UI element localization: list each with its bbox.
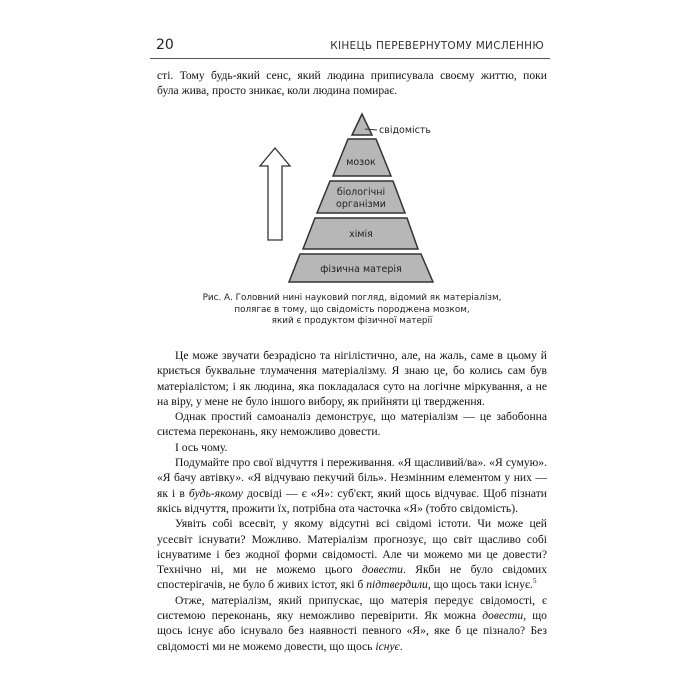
label-consciousness: свідомість	[379, 125, 432, 136]
page-header	[150, 38, 550, 59]
paragraph-6-text-b: , що щось існує або існувало без наявності певного «Я», яке б це пізнало? Без свідомості ми не можемо довести, що щось	[157, 609, 547, 653]
caption-line-1: Рис. А. Головний нині науковий погляд, відомий як матеріалізм,	[202, 293, 502, 303]
paragraph-5-text-a: Уявіть собі всесвіт, у якому відсутні всі свідомі істоти. Чи може цей усесвіт існувати? Можливо. Матеріалізм прогнозує, що світ щасливо собі існуватиме і без жодної форми свідомості. Але чи можемо ми це довести? Технічно ні, ми не можемо цього	[157, 517, 547, 577]
label-matter: фізична матерія	[320, 264, 402, 275]
label-organisms-2: організми	[336, 199, 386, 210]
paragraph-6-emphasis-2: існує	[375, 639, 400, 653]
paragraph-6	[157, 593, 547, 654]
top-text	[157, 68, 547, 99]
paragraph-5	[157, 516, 547, 592]
pyramid-tier-consciousness	[352, 114, 372, 135]
up-arrow-icon	[260, 148, 290, 240]
paragraph-6-text-c: .	[399, 639, 403, 653]
paragraph-1: Це може звучати безрадісно та нігілістично, але, на жаль, саме в цьому й криється буквальне тлумачення матеріалізму. Я знаю це, бо колись сам був матеріалістом; і як людина, яка покладалася суто на логічне міркування, а не на віру, у мене не було іншого вибору, як прийняти ці твердження.	[157, 349, 547, 408]
paragraph-6-emphasis-1: довести	[482, 609, 524, 623]
paragraph-4-text-a: Подумайте про свої відчуття і переживання. «Я щасливий/ва». «Я сумую». «Я бачу автівку». «Я відчуваю пекучий біль». Незмінним елементом у них — як і в	[157, 456, 547, 500]
paragraph-5-emphasis-1: довести	[361, 563, 403, 577]
label-brain: мозок	[346, 157, 376, 168]
caption-line-2: полягає в тому, що свідомість породжена мозком,	[234, 304, 470, 315]
top-line-1: сті. Тому будь-який сенс, який людина приписувала своєму життю, поки	[157, 69, 547, 82]
paragraph-2: Однак простий самоаналіз демонструє, що матеріалізм — це забобонна система переконань, яку неможливо довести.	[157, 410, 547, 439]
label-organisms-1: біологічні	[336, 187, 386, 198]
paragraph-6-text-a: Отже, матеріалізм, який припускає, що матерія передує свідомості, є системою переконань, яку неможливо перевірити. Як можна	[157, 593, 547, 623]
main-text	[157, 348, 547, 654]
paragraph-4-emphasis: будь-якому	[188, 486, 243, 500]
paragraph-4-text-b: досвіді — є «Я»: суб'єкт, який щось відчуває. Щоб пізнати якісь відчуття, прожити їх, потрібна ота часточка «Я» (тобто свідомість).	[157, 486, 548, 515]
paragraph-5-text-c: , що щось таки існує.	[427, 578, 533, 592]
figure-caption	[157, 293, 547, 328]
page-number: 20	[156, 37, 174, 53]
footnote-marker: 5	[532, 577, 537, 586]
running-title: КІНЕЦЬ ПЕРЕВЕРНУТОМУ МИСЛЕННЮ	[330, 40, 544, 52]
paragraph-5-text-b: . Якби не було свідомих спостерігачів, не було б живих істот, які б	[157, 563, 547, 592]
label-chemistry: хімія	[349, 229, 373, 240]
paragraph-4	[157, 455, 547, 516]
top-line-2: була жива, просто зникає, коли людина помирає.	[157, 84, 398, 98]
paragraph-3: І ось чому.	[175, 440, 228, 454]
materialism-pyramid-figure	[255, 110, 455, 290]
caption-line-3: який є продуктом фізичної матерії	[271, 316, 433, 327]
paragraph-5-emphasis-2: підтвердили	[366, 578, 428, 592]
